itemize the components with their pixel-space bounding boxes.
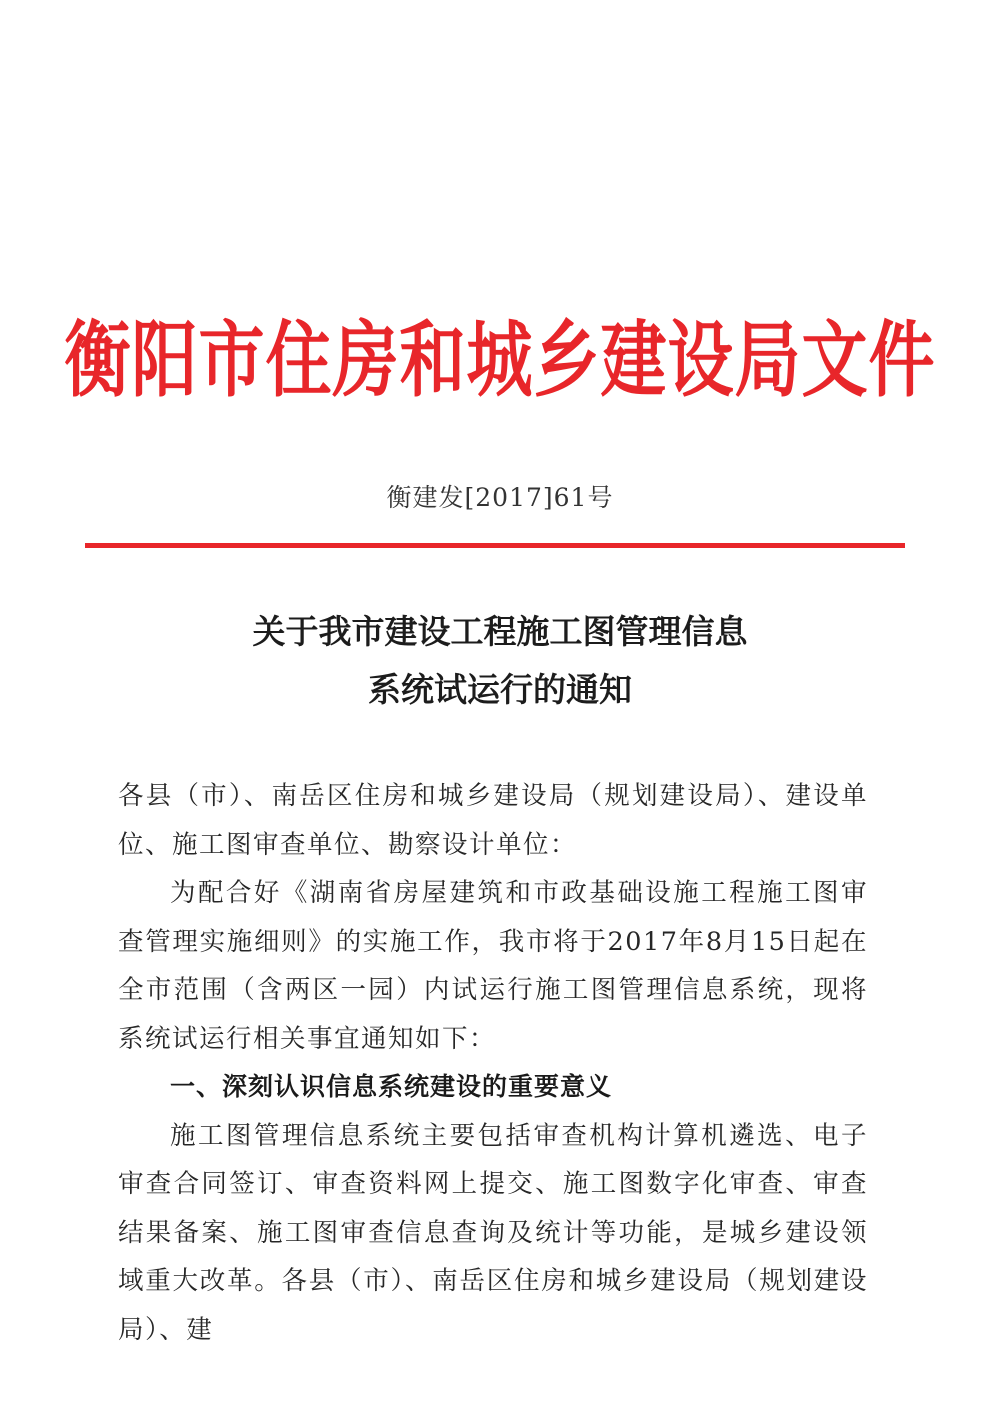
document-number: 衡建发[2017]61号 xyxy=(386,483,614,512)
document-body xyxy=(118,772,868,1354)
red-divider-line xyxy=(85,543,905,548)
body-paragraph-1: 为配合好《湖南省房屋建筑和市政基础设施工程施工图审查管理实施细则》的实施工作，我市将于2017年8月15日起在全市范围（含两区一园）内试运行施工图管理信息系统，现将系统试运行相关事宜通知如下： xyxy=(118,878,868,1054)
body-paragraph-2: 施工图管理信息系统主要包括审查机构计算机遴选、电子审查合同签订、审查资料网上提交、施工图数字化审查、审查结果备案、施工图审查信息查询及统计等功能，是城乡建设领域重大改革。各县（市）、南岳区住房和城乡建设局（规划建设局）、建 xyxy=(118,1120,868,1345)
document-title xyxy=(0,603,1000,719)
section-heading-1: 一、深刻认识信息系统建设的重要意义 xyxy=(170,1072,613,1101)
addressee-paragraph: 各县（市）、南岳区住房和城乡建设局（规划建设局）、建设单位、施工图审查单位、勘察设计单位： xyxy=(118,781,868,860)
document-title-line-1: 关于我市建设工程施工图管理信息 xyxy=(252,612,748,651)
issuing-authority-header: 衡阳市住房和城乡建设局文件 xyxy=(64,312,936,409)
document-title-line-2: 系统试运行的通知 xyxy=(368,670,632,709)
